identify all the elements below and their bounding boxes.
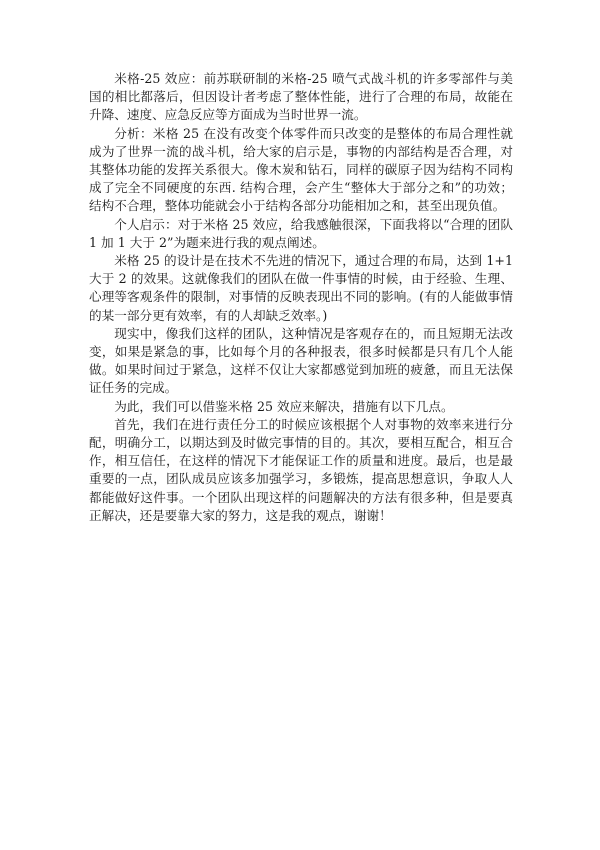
paragraph-mig25-effect: 米格-25 效应：前苏联研制的米格-25 喷气式战斗机的许多零部件与美国的相比都落后，但因设计者考虑了整体性能，进行了合理的布局，故能在升降、速度、应急反应等方面成为当时世界一流。 — [89, 71, 513, 123]
paragraph-personal-insight: 个人启示：对于米格 25 效应，给我感触很深，下面我将以“合理的团队 1 加 1 大于 2”为题来进行我的观点阐述。 — [89, 216, 513, 250]
paragraph-reality: 现实中，像我们这样的团队，这种情况是客观存在的，而且短期无法改变，如果是紧急的事，比如每个月的各种报表，很多时候都是只有几个人能做。如果时间过于紧急，这样不仅让大家都感觉到加班的疲惫，而且无法保证任务的完成。 — [89, 325, 513, 396]
paragraph-analysis: 分析：米格 25 在没有改变个体零件而只改变的是整体的布局合理性就成为了世界一流的战斗机，给大家的启示是，事物的内部结构是否合理，对其整体功能的发挥关系很大。像木炭和钻石，同样的碳原子因为结构不同构成了完全不同硬度的东西. 结构合理，会产生“整体大于部分之和”的功效；结构不合理，整体功能就会小于结构各部分功能相加之和，甚至出现负值。 — [89, 125, 513, 214]
paragraph-measures-intro: 为此，我们可以借鉴米格 25 效应来解决，措施有以下几点。 — [114, 398, 454, 414]
paragraph-design-comparison: 米格 25 的设计是在技术不先进的情况下，通过合理的布局，达到 1+1 大于 2 的效果。这就像我们的团队在做一件事情的时候，由于经验、生理、心理等客观条件的限制，对事情的反映表现出不同的影响。(有的人能做事情的某一部分更有效率，有的人却缺乏效率。) — [89, 253, 513, 323]
document-body — [89, 70, 513, 525]
paragraph-measures: 首先，我们在进行责任分工的时候应该根据个人对事物的效率来进行分配，明确分工，以期达到及时做完事情的目的。其次，要相互配合，相互合作，相互信任，在这样的情况下才能保证工作的质量和进度。最后，也是最重要的一点，团队成员应该多加强学习，多锻炼，提高思想意识，争取人人都能做好这件事。一个团队出现这样的问题解决的方法有很多种，但是要真正解决，还是要靠大家的努力，这是我的观点，谢谢！ — [89, 416, 513, 523]
